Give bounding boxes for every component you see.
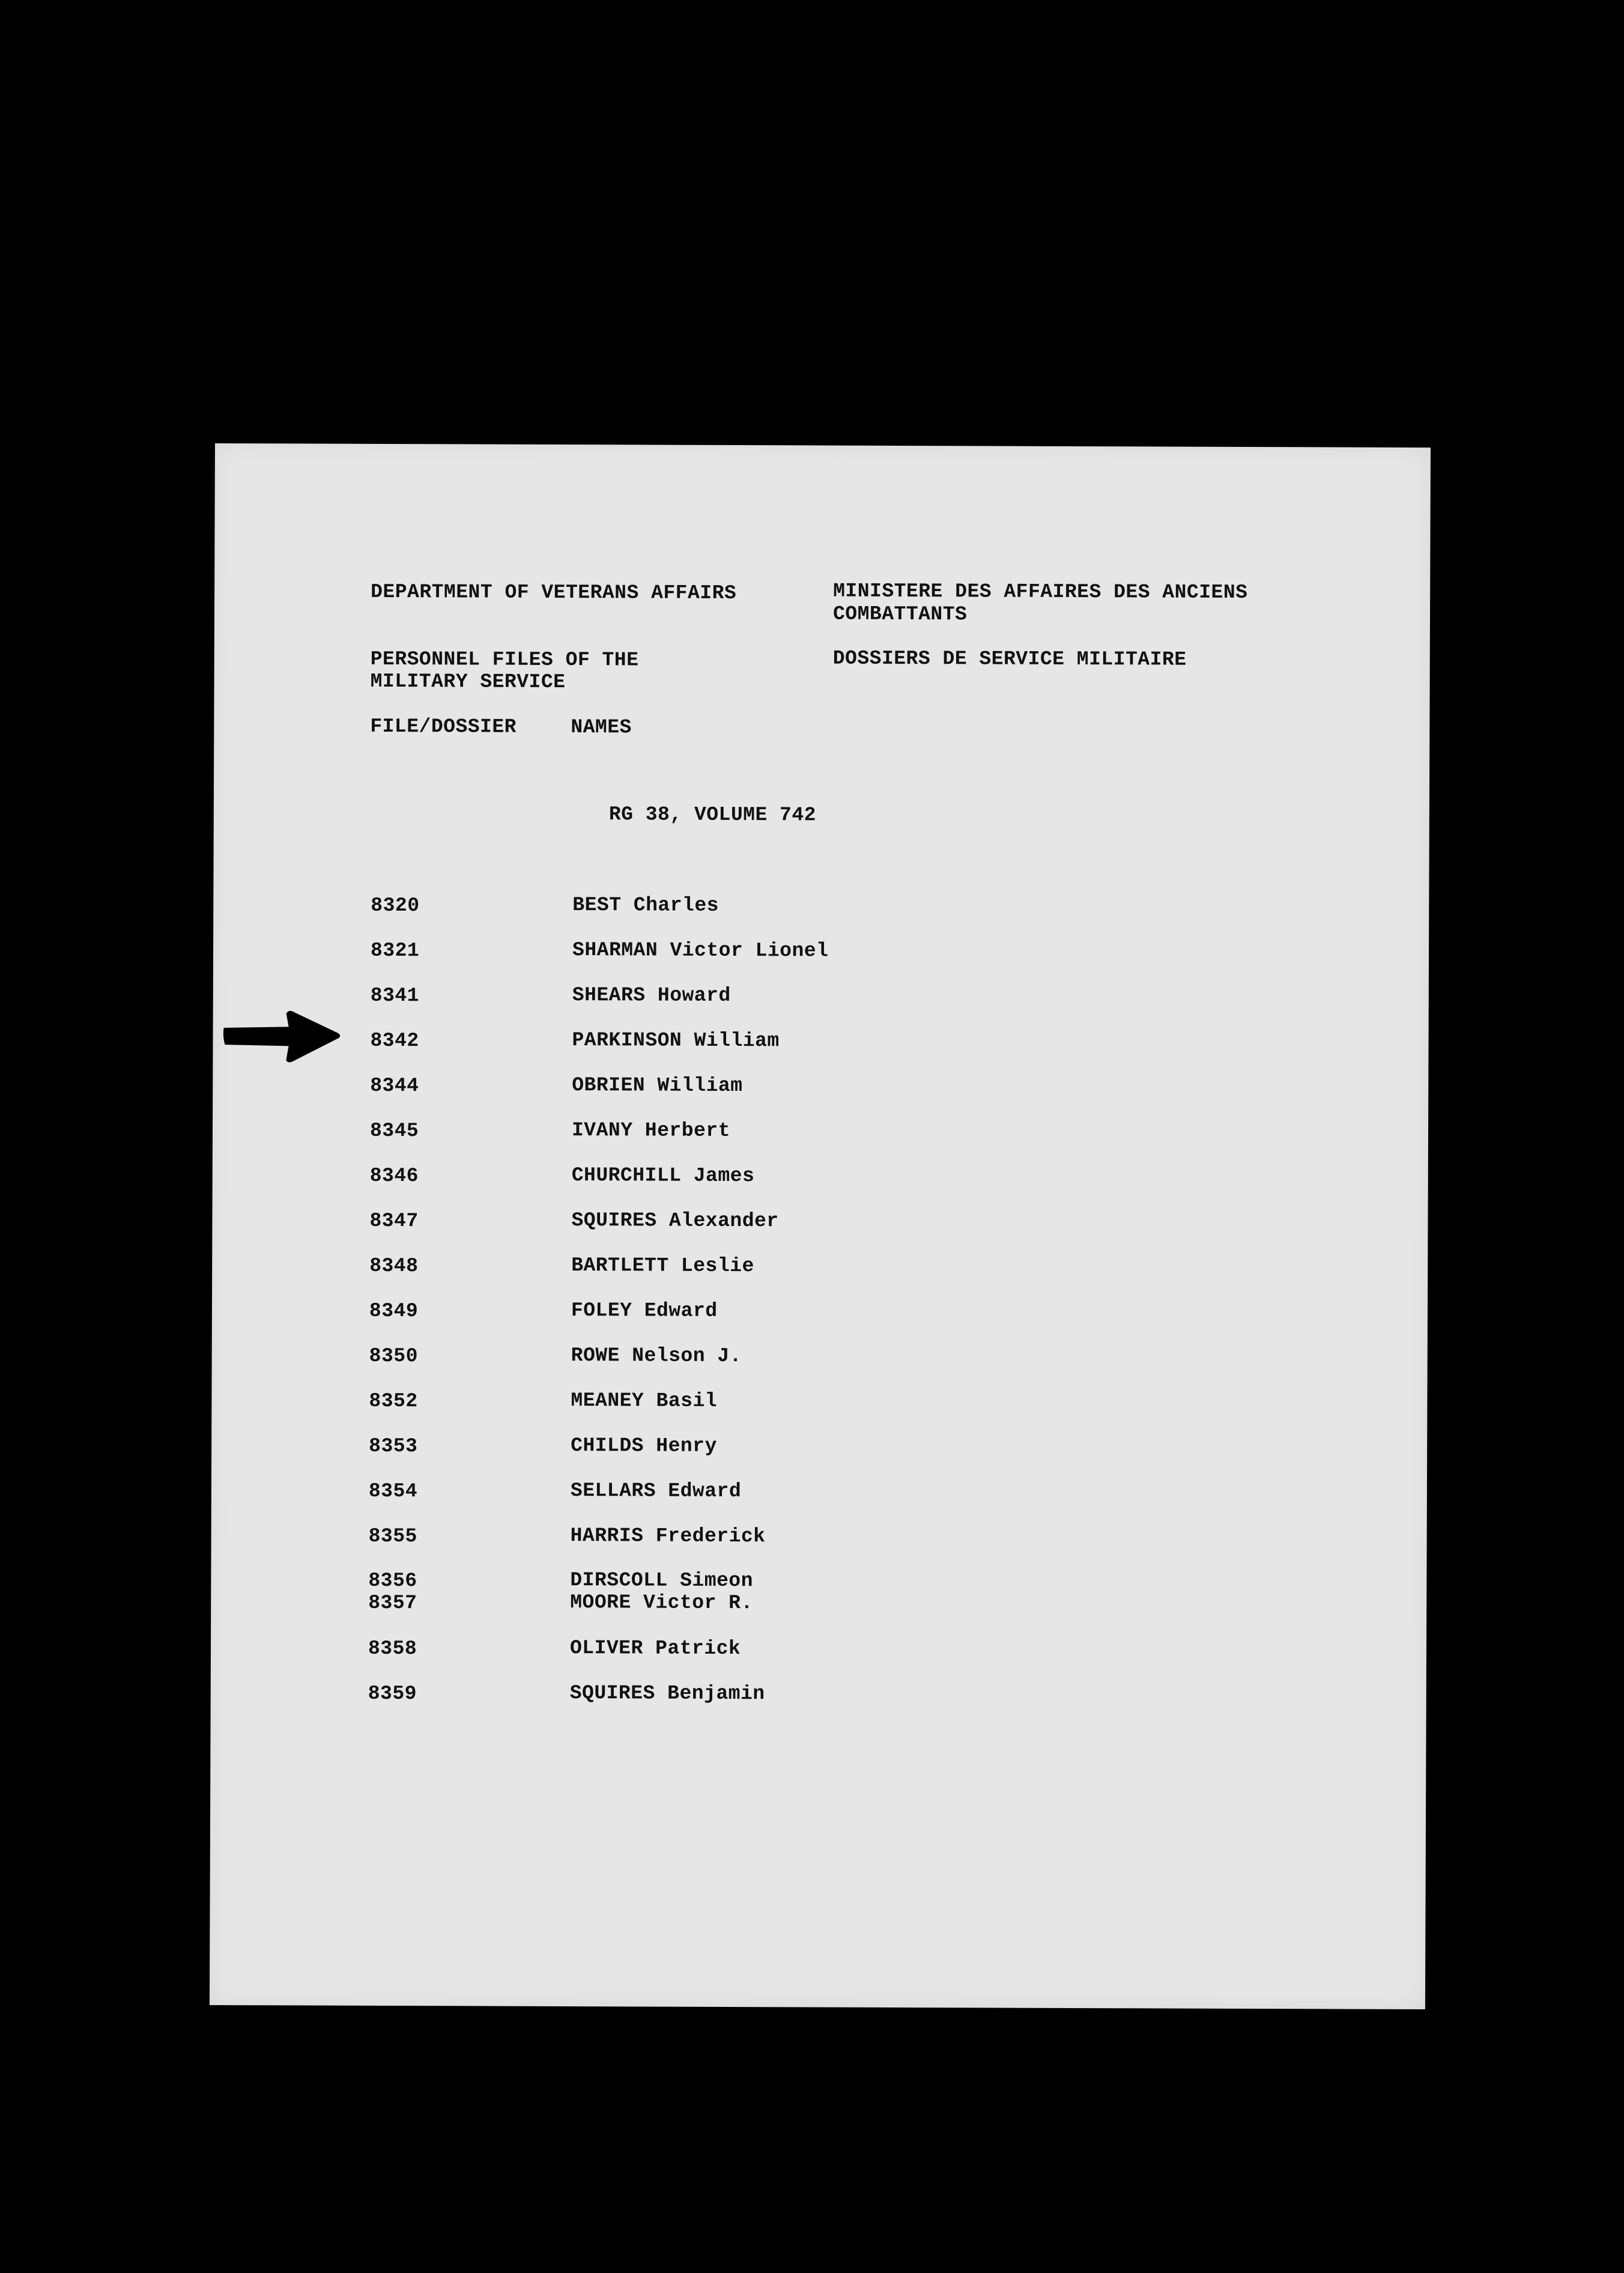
record-file: 8359 [368, 1682, 417, 1705]
record-name: SHEARS Howard [572, 984, 731, 1007]
record-name: SELLARS Edward [570, 1479, 742, 1503]
document-page [210, 443, 1431, 2009]
record-name: PARKINSON William [572, 1029, 780, 1052]
record-file: 8350 [369, 1344, 418, 1368]
record-file: 8357 [368, 1591, 417, 1615]
dept-fr-line2: COMBATTANTS [832, 602, 968, 626]
col-file-header: FILE/DOSSIER [370, 715, 517, 738]
record-file: 8349 [369, 1299, 419, 1323]
dept-fr-line1: MINISTERE DES AFFAIRES DES ANCIENS [833, 580, 1248, 604]
record-name: ROWE Nelson J. [571, 1344, 742, 1368]
record-name: OLIVER Patrick [569, 1637, 741, 1660]
record-name: CHURCHILL James [571, 1164, 755, 1188]
record-name: SHARMAN Victor Lionel [572, 939, 829, 962]
record-file: 8348 [369, 1254, 419, 1278]
record-file: 8358 [368, 1637, 417, 1660]
record-name: IVANY Herbert [571, 1119, 731, 1143]
record-name: MEANEY Basil [571, 1389, 718, 1412]
personnel-en-line2: MILITARY SERVICE [370, 670, 566, 694]
record-file: 8320 [371, 894, 420, 917]
record-file: 8346 [369, 1164, 419, 1188]
record-file: 8342 [370, 1029, 419, 1052]
record-name: BEST Charles [572, 894, 720, 917]
record-name: HARRIS Frederick [570, 1525, 766, 1548]
personnel-fr: DOSSIERS DE SERVICE MILITAIRE [832, 647, 1187, 671]
record-name: MOORE Victor R. [570, 1591, 753, 1615]
record-name: FOLEY Edward [571, 1299, 718, 1322]
record-name: BARTLETT Leslie [571, 1254, 754, 1278]
volume-title: RG 38, VOLUME 742 [608, 803, 817, 827]
record-file: 8345 [369, 1119, 419, 1143]
record-file: 8354 [368, 1479, 418, 1503]
personnel-en-line1: PERSONNEL FILES OF THE [370, 648, 639, 672]
record-file: 8353 [369, 1434, 418, 1458]
record-name: SQUIRES Alexander [571, 1209, 779, 1233]
col-names-header: NAMES [571, 716, 632, 739]
record-file: 8352 [369, 1389, 418, 1413]
arrow-right-icon [221, 1010, 341, 1064]
record-file: 8356 [368, 1569, 417, 1592]
record-file: 8341 [370, 984, 420, 1007]
record-name: CHILDS Henry [571, 1434, 717, 1457]
record-file: 8355 [368, 1525, 417, 1548]
dept-en: DEPARTMENT OF VETERANS AFFAIRS [371, 580, 737, 605]
record-name: SQUIRES Benjamin [569, 1682, 765, 1705]
record-file: 8321 [370, 939, 420, 962]
record-name: DIRSCOLL Simeon [570, 1569, 754, 1592]
record-name: OBRIEN William [572, 1074, 743, 1097]
record-file: 8344 [370, 1074, 419, 1097]
record-file: 8347 [369, 1209, 419, 1233]
